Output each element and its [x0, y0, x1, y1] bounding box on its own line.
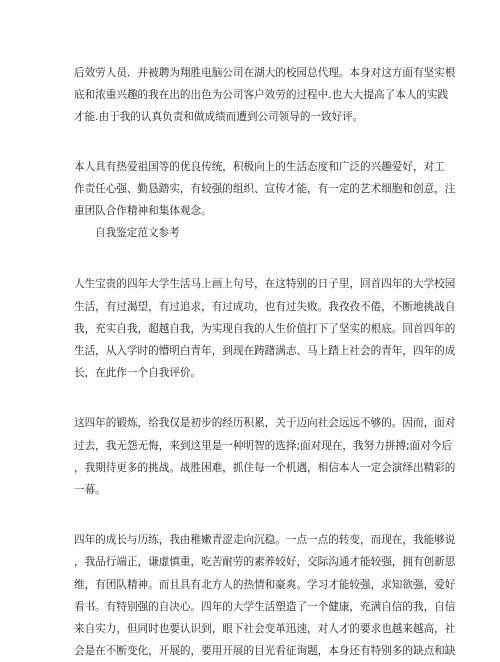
text-line: 四年的成长与历练，我由稚嫩青涩走向沉稳。一点一点的转变，而现在，我能够说	[74, 534, 456, 547]
text-line: 看书。有特别强的自决心。四年的大学生活塑造了一个健康，充满自信的我，自信	[74, 600, 456, 613]
text-line: 长，在此作一个自我评价。	[74, 367, 202, 380]
paragraph-5	[74, 529, 456, 662]
paragraph-2	[74, 156, 456, 223]
text-line: 作责任心强、勤恳踏实，有较强的组织、宣传才能，有一定的艺术细胞和创意，注	[74, 182, 456, 195]
text-line: 本人具有热爱祖国等的优良传统，积极向上的生活态度和广泛的兴趣爱好，对工	[74, 160, 445, 173]
text-line: 重团队合作精神和集体观念。	[74, 205, 212, 218]
text-line: 后效劳人员．并被聘为翔胜电脑公司在湖大的校园总代理。本身对这方面有坚实根	[74, 67, 456, 79]
text-line: ，我品行端正，谦虚慎重，吃苦耐劳的素养较好，交际沟通才能较强，拥有创新思	[74, 556, 456, 569]
text-line: 生活，有过渴望，有过追求，有过成功，也有过失败。我孜孜不倦，不断地挑战自	[74, 300, 456, 313]
text-line: ，我期待更多的挑战。战胜困难，抓住每一个机遇，相信本人一定会演绎出精彩的	[74, 461, 456, 474]
paragraph-3	[74, 273, 456, 384]
text-line: 会是在不断变化，开展的，要用开展的目光看征询题，本身还有特别多的缺点和缺	[74, 645, 456, 658]
text-line: 我，充实自我，超越自我，为实现自我的人生价值打下了坚实的根底。回首四年的	[74, 322, 456, 335]
paragraph-spacer	[74, 384, 436, 412]
text-line: 维，有团队精神。而且具有北方人的热情和豪爽。学习才能较强，求知欲强，爱好	[74, 578, 456, 591]
text-line: 底和浓重兴趣的我在出的出色为公司客户效劳的过程中.也大大提高了本人的实践	[74, 89, 449, 102]
text-line: 才能.由于我的认真负责和做成绩而遭到公司领导的一致好评。	[74, 111, 364, 124]
text-line: 来自实力，但同时也要认识到，眼下社会变革迅速，对人才的要求也越来越高，社	[74, 623, 456, 636]
paragraph-spacer	[74, 501, 436, 529]
text-line: 人生宝贵的四年大学生活马上画上句号，在这特别的日子里，回首四年的大学校园	[74, 278, 456, 291]
text-line: 一幕。	[74, 484, 106, 497]
paragraph-spacer	[74, 129, 436, 156]
paragraph-4	[74, 412, 456, 501]
paragraph-spacer	[74, 244, 436, 273]
section-heading: 自我鉴定范文参考	[95, 227, 180, 240]
paragraph-1	[74, 62, 456, 129]
text-line: 生活，从入学时的懵明白青年，到现在踌躇满志、马上踏上社会的青年，四年的成	[74, 345, 456, 358]
text-line: 这四年的锻炼，给我仅是初步的经历积累，关于迈向社会远远不够的。因而，面对	[74, 417, 456, 430]
text-line: 过去，我无怨无悔，来到这里是一种明智的选择;面对现在，我努力拼搏;面对今后	[74, 439, 452, 452]
document-page	[74, 62, 456, 662]
